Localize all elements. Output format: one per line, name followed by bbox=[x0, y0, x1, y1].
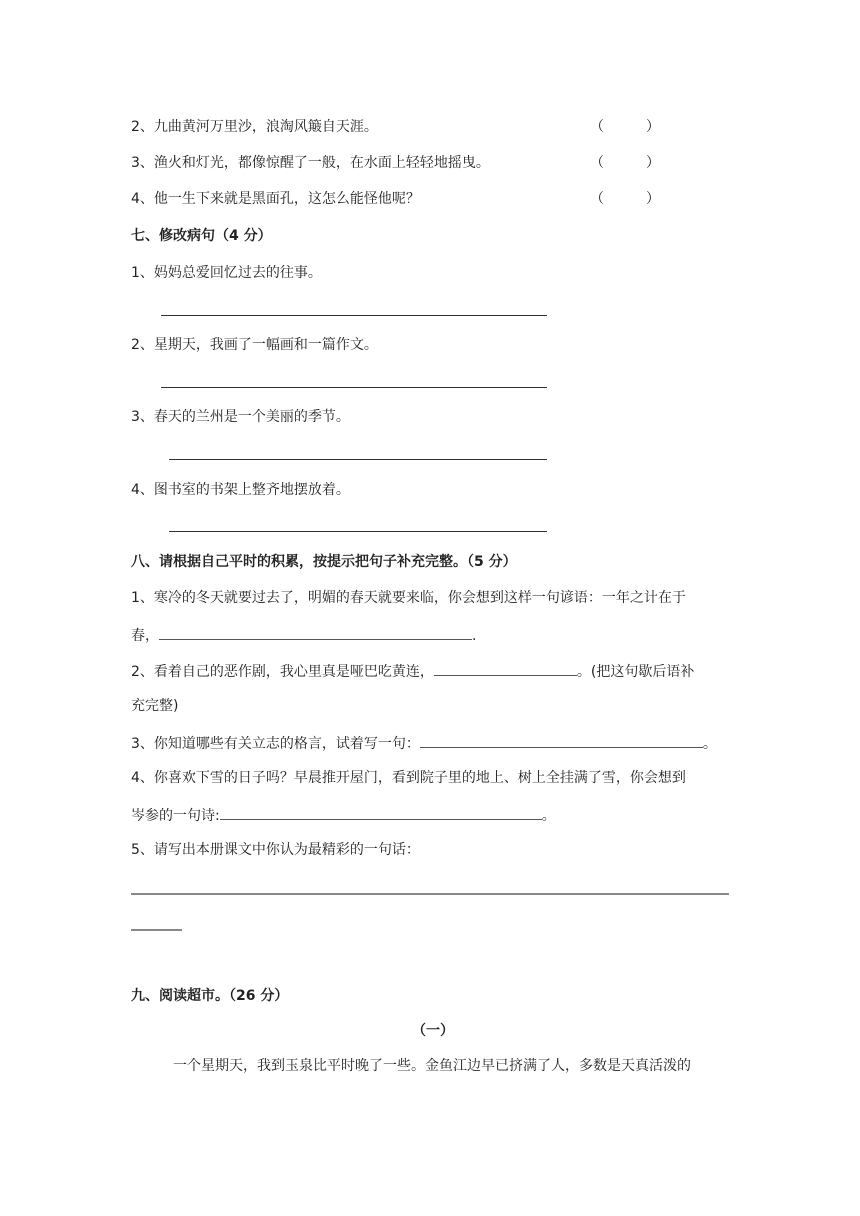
s8-q3-suffix: 。 bbox=[702, 736, 717, 752]
s8-q1-prefix: 春， bbox=[131, 628, 159, 644]
s8-q3 bbox=[131, 733, 717, 753]
fill-blank bbox=[420, 733, 703, 748]
s8-q5: 5、请写出本册课文中你认为最精彩的一句话： bbox=[131, 842, 420, 858]
answer-line bbox=[131, 929, 182, 931]
s8-title: 八、请根据自己平时的积累，按提示把句子补充完整。（5 分） bbox=[131, 554, 517, 570]
s8-q2-line2: 充完整) bbox=[131, 698, 179, 714]
answer-line bbox=[169, 531, 547, 532]
answer-paren: （ ） bbox=[590, 155, 660, 171]
s8-q1-line1: 1、寒冷的冬天就要过去了，明媚的春天就要来临，你会想到这样一句谚语：一年之计在于 bbox=[131, 590, 686, 606]
s8-q1-line2 bbox=[131, 625, 476, 645]
s8-q1-suffix: . bbox=[472, 628, 477, 644]
s8-q4-prefix: 岑参的一句诗: bbox=[131, 808, 220, 824]
s9-title: 九、阅读超市。（26 分） bbox=[131, 988, 289, 1004]
s8-q2-line1 bbox=[131, 661, 694, 681]
s7-item-2: 2、星期天，我画了一幅画和一篇作文。 bbox=[131, 337, 378, 353]
s6-item-3: 3、渔火和灯光，都像惊醒了一般，在水面上轻轻地摇曳。 bbox=[131, 155, 490, 171]
s7-title: 七、修改病句（4 分） bbox=[131, 228, 272, 244]
s8-q3-prefix: 3、你知道哪些有关立志的格言，试着写一句： bbox=[131, 736, 420, 752]
answer-line bbox=[169, 459, 547, 460]
s8-q4-line1: 4、你喜欢下雪的日子吗？早晨推开屋门，看到院子里的地上、树上全挂满了雪，你会想到 bbox=[131, 770, 686, 786]
s8-q2-prefix: 2、看着自己的恶作剧，我心里真是哑巴吃黄连， bbox=[131, 664, 434, 680]
answer-paren: （ ） bbox=[590, 191, 660, 207]
s8-q4-line2 bbox=[131, 805, 556, 825]
s7-item-3: 3、春天的兰州是一个美丽的季节。 bbox=[131, 409, 350, 425]
answer-line bbox=[161, 315, 547, 316]
answer-paren: （ ） bbox=[590, 119, 660, 135]
s9-paragraph: 一个星期天，我到玉泉比平时晚了一些。金鱼江边早已挤满了人，多数是天真活泼的 bbox=[173, 1058, 691, 1074]
answer-line bbox=[161, 387, 547, 388]
s6-item-2: 2、九曲黄河万里沙，浪淘风簸自天涯。 bbox=[131, 119, 378, 135]
s7-item-4: 4、图书室的书架上整齐地摆放着。 bbox=[131, 482, 350, 498]
fill-blank bbox=[434, 661, 577, 676]
fill-blank bbox=[159, 625, 472, 640]
s8-q2-suffix: 。(把这句歇后语补 bbox=[576, 664, 695, 680]
s7-item-1: 1、妈妈总爱回忆过去的往事。 bbox=[131, 265, 322, 281]
s8-q4-suffix: 。 bbox=[541, 808, 556, 824]
s6-item-4: 4、他一生下来就是黑面孔，这怎么能怪他呢？ bbox=[131, 191, 420, 207]
s9-subtitle: （一） bbox=[412, 1023, 454, 1039]
answer-line bbox=[131, 893, 729, 895]
fill-blank bbox=[220, 805, 542, 820]
